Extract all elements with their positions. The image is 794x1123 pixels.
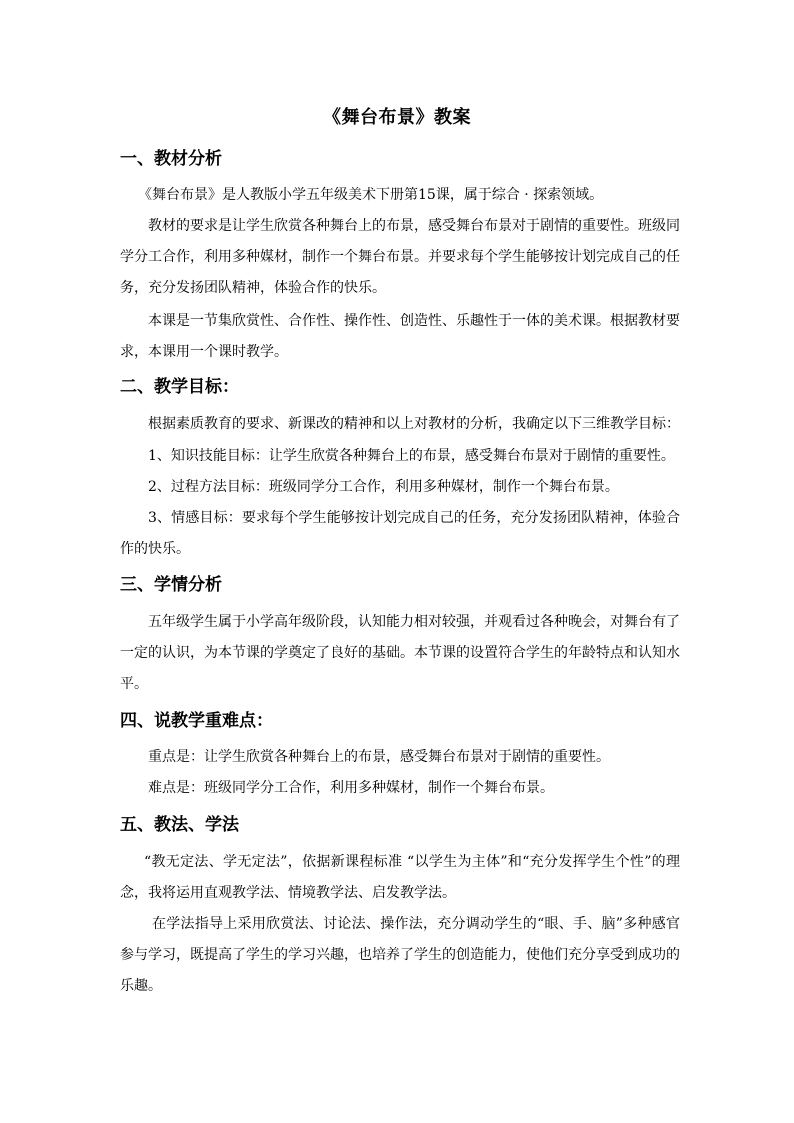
section-heading-key-difficult-points: 四、说教学重难点： [120,711,273,731]
paragraph: 3、情感目标：要求每个学生能够按计划完成自己的任务，充分发扬团队精神，体验合作的快乐。 [120,510,680,557]
paragraph: 《舞台布景》是人教版小学五年级美术下册第15课，属于综合 · 探索领域。 [138,187,604,203]
paragraph: 教材的要求是让学生欣赏各种舞台上的布景，感受舞台布景对于剧情的重要性。班级同学分工合作，利用多种媒材，制作一个舞台布景。并要求每个学生能够按计划完成自己的任务，充分发扬团队精神，体验合作的快乐。 [120,218,680,296]
paragraph: 五年级学生属于小学高年级阶段，认知能力相对较强，并观看过各种晚会，对舞台有了一定的认识，为本节课的学奠定了良好的基础。本节课的设置符合学生的年龄特点和认知水平。 [120,614,680,692]
paragraph: “教无定法、学无定法”，依据新课程标准 “以学生为主体”和“充分发挥学生个性”的理念，我将运用直观教学法、情境教学法、启发教学法。 [120,854,680,901]
section-heading-textbook-analysis: 一、教材分析 [120,149,222,169]
section-heading-teaching-methods: 五、教法、学法 [120,815,239,835]
paragraph: 重点是：让学生欣赏各种舞台上的布景，感受舞台布景对于剧情的重要性。 [148,749,610,765]
paragraph: 本课是一节集欣赏性、合作性、操作性、创造性、乐趣性于一体的美术课。根据教材要求，本课用一个课时教学。 [120,313,680,360]
section-heading-teaching-goals: 二、教学目标： [120,377,239,397]
paragraph: 在学法指导上采用欣赏法、讨论法、操作法，充分调动学生的“眼、手、脑”多种感官参与学习，既提高了学生的学习兴趣，也培养了学生的创造能力，使他们充分享受到成功的乐趣。 [120,916,680,994]
paragraph: 难点是：班级同学分工合作，利用多种媒材，制作一个舞台布景。 [148,780,554,796]
paragraph: 根据素质教育的要求、新课改的精神和以上对教材的分析，我确定以下三维教学目标： [148,416,680,432]
paragraph: 2、过程方法目标：班级同学分工合作，利用多种媒材，制作一个舞台布景。 [148,479,619,495]
paragraph: 1、知识技能目标：让学生欣赏各种舞台上的布景，感受舞台布景对于剧情的重要性。 [148,448,675,464]
section-heading-student-analysis: 三、学情分析 [120,575,222,595]
document-title: 《舞台布景》教案 [323,107,471,128]
